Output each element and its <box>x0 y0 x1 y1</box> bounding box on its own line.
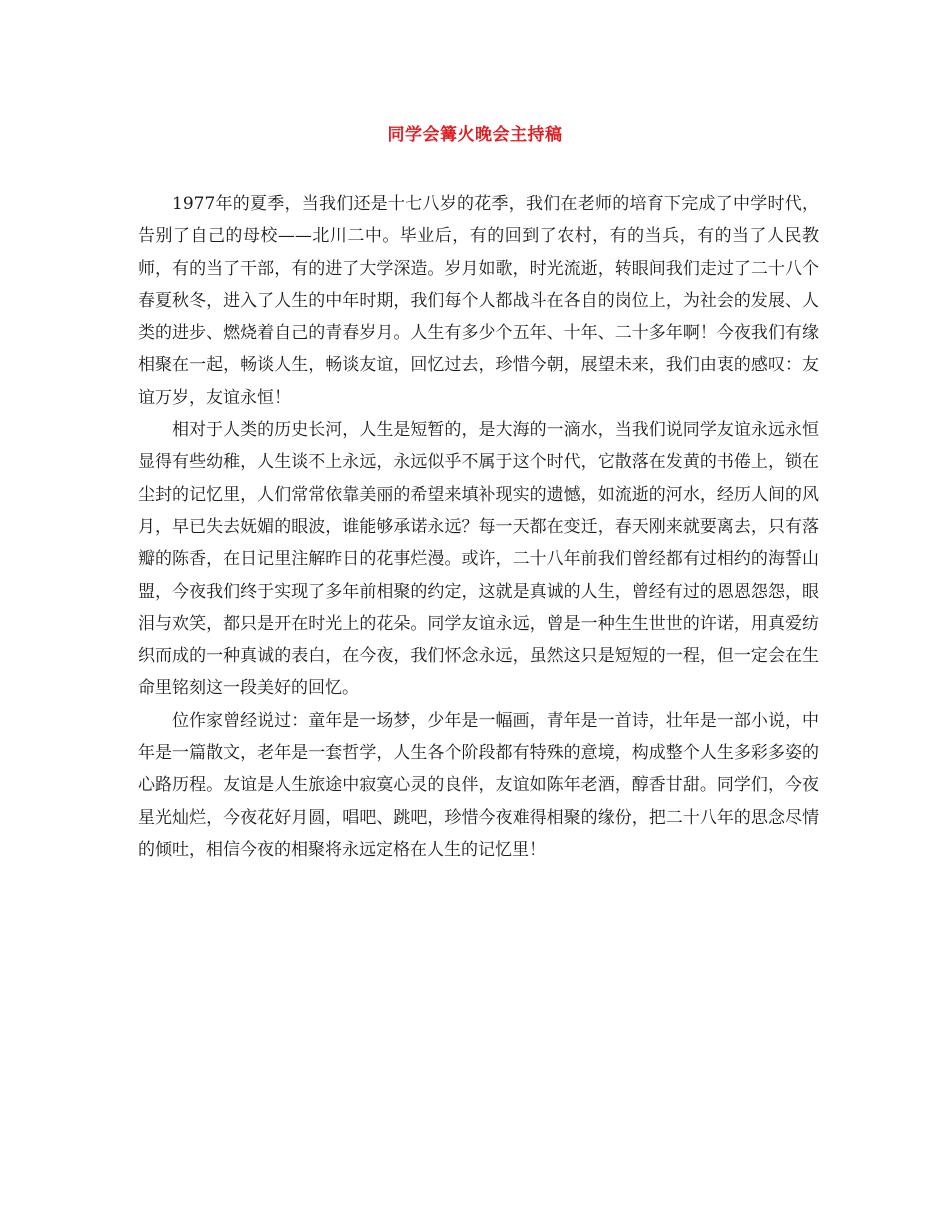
paragraph-3: 位作家曾经说过：童年是一场梦，少年是一幅画，青年是一首诗，壮年是一部小说，中年是一篇散文，老年是一套哲学，人生各个阶段都有特殊的意境，构成整个人生多彩多姿的心路历程。友谊是人生旅途中寂寞心灵的良伴，友谊如陈年老酒，醇香甘甜。同学们，今夜星光灿烂，今夜花好月圆，唱吧、跳吧，珍惜今夜难得相聚的缘份，把二十八年的思念尽情的倾吐，相信今夜的相聚将永远定格在人生的记忆里！ <box>138 710 819 860</box>
paragraph-1: 1977年的夏季，当我们还是十七八岁的花季，我们在老师的培育下完成了中学时代，告别了自己的母校——北川二中。毕业后，有的回到了农村，有的当兵，有的当了人民教师，有的当了干部，有的进了大学深造。岁月如歌，时光流逝，转眼间我们走过了二十八个春夏秋冬，进入了人生的中年时期，我们每个人都战斗在各自的岗位上，为社会的发展、人类的进步、燃烧着自己的青春岁月。人生有多少个五年、十年、二十多年啊！今夜我们有缘相聚在一起，畅谈人生，畅谈友谊，回忆过去，珍惜今朝，展望未来，我们由衷的感叹：友谊万岁，友谊永恒！ <box>138 194 819 408</box>
paragraph-2: 相对于人类的历史长河，人生是短暂的，是大海的一滴水，当我们说同学友谊永远永恒显得有些幼稚，人生谈不上永远，永远似乎不属于这个时代，它散落在发黄的书倦上，锁在尘封的记忆里，人们常常依靠美丽的希望来填补现实的遗憾，如流逝的河水，经历人间的风月，早已失去妩媚的眼波，谁能够承诺永远？每一天都在变迁，春天刚来就要离去，只有落瓣的陈香，在日记里注解昨日的花事烂漫。或许，二十八年前我们曾经都有过相约的海誓山盟，今夜我们终于实现了多年前相聚的约定，这就是真诚的人生，曾经有过的恩恩怨怨，眼泪与欢笑，都只是开在时光上的花朵。同学友谊永远，曾是一种生生世世的许诺，用真爱纺织而成的一种真诚的表白，在今夜，我们怀念永远，虽然这只是短短的一程，但一定会在生命里铭刻这一段美好的回忆。 <box>138 420 819 699</box>
document-body <box>138 188 819 866</box>
document-title: 同学会篝火晚会主持稿 <box>387 125 563 145</box>
